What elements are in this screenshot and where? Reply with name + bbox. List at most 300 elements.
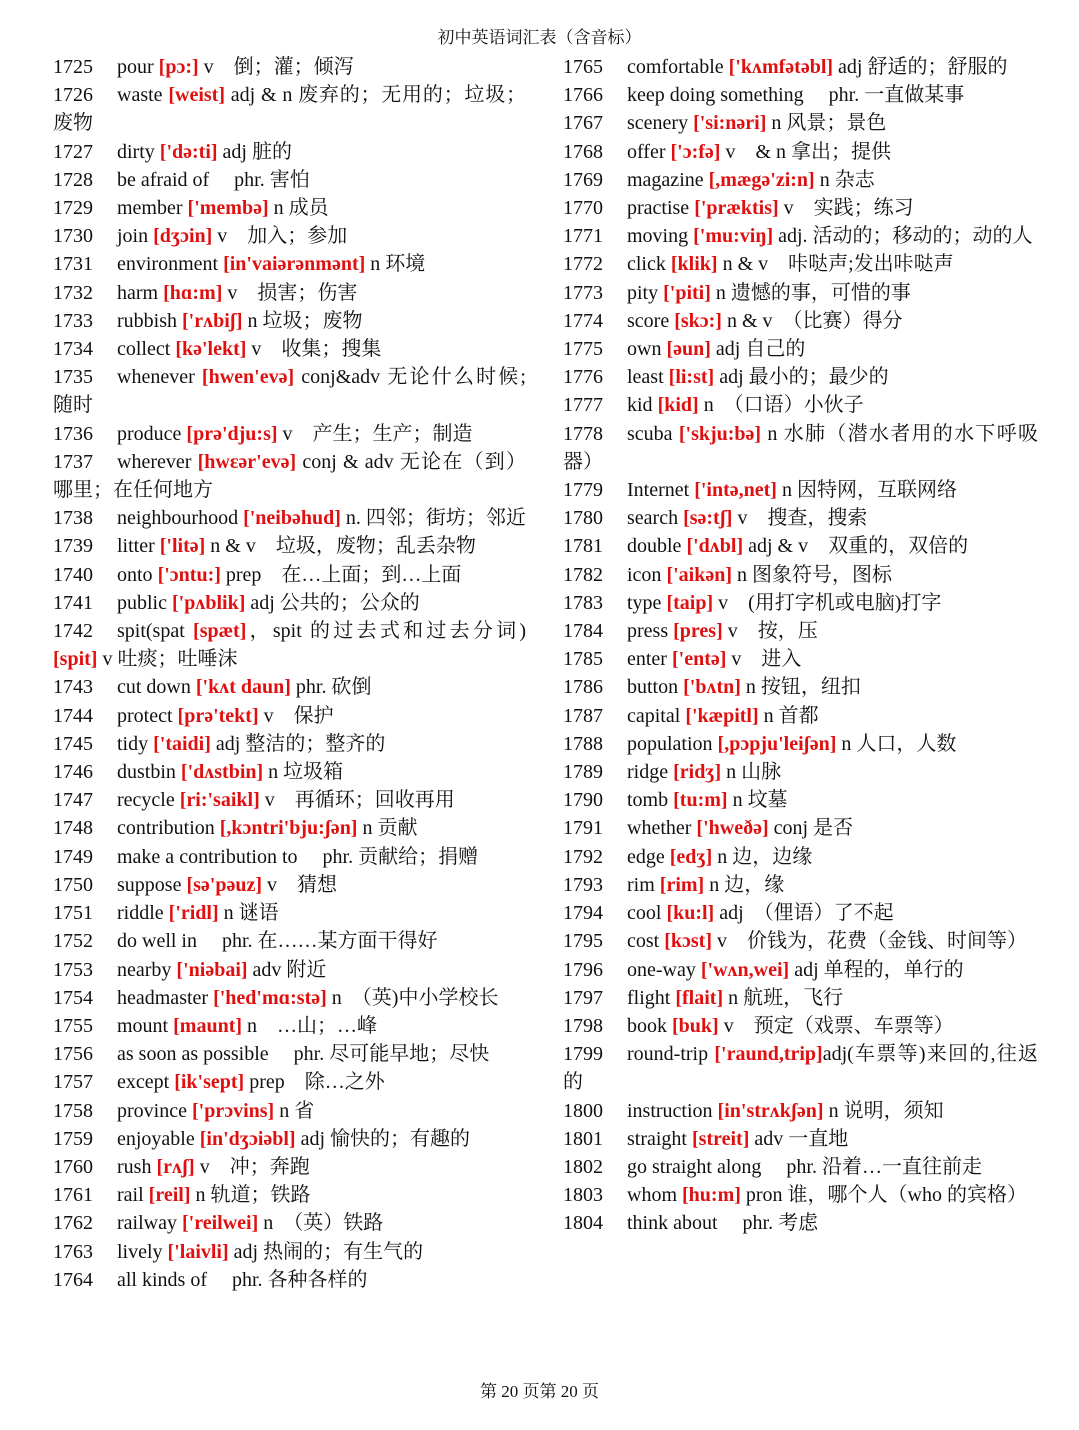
entry-number: 1768: [563, 140, 603, 163]
entry-definition: adj & v 双重的，双倍的: [743, 535, 969, 558]
entry-phonetic: [klik]: [670, 253, 718, 276]
entry-phonetic: [prə'tekt]: [177, 704, 259, 727]
entry-number: 1788: [563, 732, 603, 755]
entry-phonetic: [edʒ]: [669, 845, 713, 868]
entry-number: 1779: [563, 479, 603, 502]
entry-number: 1728: [53, 168, 93, 191]
entry-word: ridge: [627, 761, 669, 784]
entry-definition: n 人口，人数: [836, 732, 957, 755]
entry-word: environment: [117, 253, 219, 276]
entry-word: type: [627, 591, 662, 614]
entry-definition: phr. 沿着…一直往前走: [761, 1155, 982, 1178]
entry-phonetic: [hwɛər'evə]: [197, 450, 297, 473]
entry-word: make a contribution to: [117, 845, 298, 868]
entry-number: 1802: [563, 1155, 603, 1178]
entry-word: headmaster: [117, 986, 209, 1009]
vocab-entry: [563, 1153, 1038, 1181]
entry-phonetic: ['bʌtn]: [683, 676, 741, 699]
vocab-entry: [53, 702, 526, 730]
entry-phonetic: [ik'sept]: [174, 1071, 245, 1094]
entry-definition: n 轨道；铁路: [190, 1184, 311, 1207]
vocab-entry: [563, 532, 1038, 560]
vocab-entry: [53, 1068, 526, 1096]
entry-word: neighbourhood: [117, 507, 239, 530]
vocab-entry: [53, 1209, 526, 1237]
entry-definition: phr. 害怕: [209, 168, 310, 191]
entry-word: lively: [117, 1240, 163, 1263]
entry-phonetic: ['reilwei]: [181, 1212, 259, 1235]
entry-word: whom: [627, 1184, 677, 1207]
entry-word: flight: [627, 986, 671, 1009]
vocab-entry: [563, 222, 1038, 250]
entry-phonetic: ['entə]: [671, 648, 727, 671]
entry-phonetic: [reil]: [148, 1184, 191, 1207]
entry-phonetic: ['kæpitl]: [685, 704, 759, 727]
entry-definition: adj(车票等)来回的,往返的: [563, 1043, 1038, 1094]
entry-word: enter: [627, 648, 667, 671]
entry-definition: adj （俚语）了不起: [714, 902, 894, 925]
entry-phonetic: ['kʌmfətəbl]: [728, 56, 834, 78]
entry-number: 1782: [563, 563, 603, 586]
entry-word: icon: [627, 563, 662, 586]
entry-word: round-trip: [627, 1043, 709, 1066]
entry-number: 1760: [53, 1155, 93, 1178]
entry-number: 1794: [563, 902, 603, 925]
entry-phonetic: [maunt]: [173, 1014, 243, 1037]
entry-word: harm: [117, 281, 159, 304]
entry-definition: n （英)中小学校长: [326, 986, 499, 1009]
entry-number: 1730: [53, 225, 93, 248]
entry-definition: adj 最小的；最少的: [714, 366, 889, 389]
entry-definition: n 边，边缘: [712, 845, 813, 868]
entry-word: offer: [627, 140, 666, 163]
entry-phonetic: [dʒɔin]: [153, 225, 213, 248]
entry-word: suppose: [117, 873, 182, 896]
entry-phonetic: ['dʌbl]: [686, 535, 744, 558]
entry-phonetic: [prə'dju:s]: [186, 422, 278, 445]
entry-phonetic: [buk]: [672, 1014, 719, 1037]
entry-definition: v 实践；练习: [778, 197, 914, 220]
entry-phonetic: [flait]: [675, 986, 724, 1009]
entry-number: 1735: [53, 366, 93, 389]
entry-phonetic: ['neibəhud]: [243, 507, 341, 530]
vocab-entry: [563, 363, 1038, 391]
entry-definition: n 首都: [758, 704, 819, 727]
entry-phonetic: ['laivli]: [167, 1240, 229, 1263]
vocab-entry: [563, 843, 1038, 871]
entry-number: 1725: [53, 56, 93, 78]
entry-number: 1731: [53, 253, 93, 276]
entry-number: 1747: [53, 789, 93, 812]
entry-number: 1776: [563, 366, 603, 389]
entry-word: keep doing something: [627, 84, 804, 107]
entry-word: except: [117, 1071, 170, 1094]
entry-phonetic: [hwen'evə]: [201, 366, 295, 389]
entry-phonetic: [sə:tʃ]: [683, 507, 733, 530]
entry-word: population: [627, 732, 713, 755]
entry-word: enjoyable: [117, 1127, 195, 1150]
entry-word: all kinds of: [117, 1268, 207, 1291]
entry-definition: v 预定（戏票、车票等）: [718, 1014, 954, 1037]
entry-word: nearby: [117, 958, 172, 981]
entry-word: railway: [117, 1212, 177, 1235]
vocab-entry: [563, 871, 1038, 899]
vocab-entry: [53, 927, 526, 955]
vocab-entry: [563, 250, 1038, 278]
vocab-entry: [563, 561, 1038, 589]
vocab-entry: [53, 1125, 526, 1153]
entry-number: 1736: [53, 422, 93, 445]
entry-definition: adv 一直地: [749, 1127, 849, 1150]
entry-phonetic: [pres]: [673, 620, 723, 643]
entry-definition: adj 单程的，单行的: [789, 958, 964, 981]
entry-definition: phr. 砍倒: [290, 676, 372, 699]
entry-definition: prep 在…上面；到…上面: [220, 563, 462, 586]
entry-definition: n 因特网，互联网络: [776, 479, 957, 502]
entry-number: 1792: [563, 845, 603, 868]
entry-word: mount: [117, 1014, 169, 1037]
right-column: [563, 53, 1038, 1238]
entry-definition: n （口语）小伙子: [698, 394, 864, 417]
entry-number: 1746: [53, 761, 93, 784]
entry-phonetic: ['intə,net]: [694, 479, 777, 502]
entry-phonetic: [pɔ:]: [158, 56, 199, 78]
entry-phonetic: ['hed'mɑ:stə]: [213, 986, 327, 1009]
entry-number: 1795: [563, 930, 603, 953]
entry-number: 1798: [563, 1014, 603, 1037]
entry-number: 1774: [563, 309, 603, 332]
entry-number: 1757: [53, 1071, 93, 1094]
entry-phonetic: ['prɔvins]: [191, 1099, 275, 1122]
entry-word: do well in: [117, 930, 197, 953]
entry-number: 1745: [53, 732, 93, 755]
vocab-entry: [563, 194, 1038, 222]
vocab-entry: [53, 617, 526, 673]
entry-number: 1739: [53, 535, 93, 558]
entry-definition: n. 四邻；街坊；邻近: [340, 507, 526, 530]
entry-number: 1749: [53, 845, 93, 868]
entry-definition: n 杂志: [814, 168, 875, 191]
entry-phonetic: ['ɔntu:]: [157, 563, 221, 586]
entry-definition: adj 脏的: [217, 140, 292, 163]
vocab-entry: [563, 956, 1038, 984]
entry-number: 1727: [53, 140, 93, 163]
entry-definition-secondary: v 吐痰；吐唾沫: [97, 648, 238, 671]
vocab-entry: [563, 1040, 1038, 1096]
entry-number: 1762: [53, 1212, 93, 1235]
entry-number: 1785: [563, 648, 603, 671]
page-footer: 第 20 页第 20 页: [480, 1382, 599, 1401]
vocab-entry: [53, 561, 526, 589]
entry-word: riddle: [117, 902, 164, 925]
entry-word: as soon as possible: [117, 1043, 269, 1066]
entry-word: dustbin: [117, 761, 176, 784]
entry-phonetic: ['ɔ:fə]: [670, 140, 721, 163]
vocab-entry: [53, 166, 526, 194]
entry-phonetic: [skɔ:]: [674, 309, 722, 332]
vocab-entry: [563, 589, 1038, 617]
entry-phonetic: ['taidi]: [153, 732, 211, 755]
entry-number: 1753: [53, 958, 93, 981]
entry-phonetic: [streit]: [692, 1127, 750, 1150]
vocab-entry: [53, 222, 526, 250]
entry-definition: n 遗憾的事，可惜的事: [710, 281, 911, 304]
entry-word: join: [117, 225, 149, 248]
entry-number: 1744: [53, 704, 93, 727]
entry-definition: v 产生；生产；制造: [277, 422, 473, 445]
entry-definition: phr. 一直做某事: [803, 84, 965, 107]
entry-word: comfortable: [627, 56, 724, 78]
vocab-entry: [563, 814, 1038, 842]
entry-definition: phr. 各种各样的: [207, 1268, 368, 1291]
vocab-entry: [53, 1153, 526, 1181]
entry-phonetic: ['kʌt daun]: [195, 676, 291, 699]
entry-number: 1754: [53, 986, 93, 1009]
entry-definition: n 边，缘: [704, 873, 785, 896]
vocab-entry: [563, 927, 1038, 955]
entry-word: member: [117, 197, 183, 220]
entry-word: least: [627, 366, 664, 389]
entry-definition: n 垃圾；废物: [242, 309, 363, 332]
entry-definition: conj&adv 无论什么时候;随时: [53, 366, 526, 417]
entry-number: 1737: [53, 450, 93, 473]
entry-definition: v 搜查，搜索: [732, 507, 868, 530]
vocab-entry: [563, 307, 1038, 335]
vocab-entry: [563, 279, 1038, 307]
vocab-entry: [563, 984, 1038, 1012]
entry-number: 1764: [53, 1268, 93, 1291]
entry-number: 1761: [53, 1184, 93, 1207]
entry-word: wherever: [117, 450, 192, 473]
entry-word: go straight along: [627, 1155, 762, 1178]
entry-number: 1751: [53, 902, 93, 925]
vocab-entry: [53, 532, 526, 560]
entry-phonetic: [ridʒ]: [673, 761, 722, 784]
vocab-entry: [53, 1266, 526, 1294]
entry-phonetic: [li:st]: [668, 366, 715, 389]
entry-definition: v 价钱为，花费（金钱、时间等）: [711, 930, 1027, 953]
entry-definition: adj 整洁的；整齐的: [210, 732, 386, 755]
vocab-entry: [53, 279, 526, 307]
entry-phonetic: [ri:'saikl]: [179, 789, 260, 812]
entry-phonetic: ['ridl]: [168, 902, 219, 925]
entry-phonetic: ['niəbai]: [176, 958, 248, 981]
entry-number: 1742: [53, 620, 93, 643]
entry-number: 1772: [563, 253, 603, 276]
vocab-entry: [563, 1125, 1038, 1153]
entry-definition: v 保护: [258, 704, 334, 727]
entry-definition: v 进入: [726, 648, 802, 671]
entry-word: province: [117, 1099, 187, 1122]
vocab-entry: [53, 984, 526, 1012]
vocab-entry: [563, 81, 1038, 109]
vocab-entry: [563, 899, 1038, 927]
entry-word: search: [627, 507, 679, 530]
vocab-entry: [53, 363, 526, 419]
entry-definition: n （英）铁路: [258, 1212, 384, 1235]
entry-definition: prep 除…之外: [244, 1071, 385, 1094]
entry-phonetic: ['præktis]: [694, 197, 779, 220]
entry-number: 1796: [563, 958, 603, 981]
entry-definition: n 贡献: [357, 817, 418, 840]
entry-number: 1740: [53, 563, 93, 586]
entry-definition: adj 热闹的；有生气的: [228, 1240, 424, 1263]
entry-number: 1734: [53, 338, 93, 361]
entry-number: 1783: [563, 591, 603, 614]
vocab-entry: [53, 758, 526, 786]
entry-phonetic: ['raund,trip]: [714, 1043, 823, 1066]
vocab-entry: [563, 420, 1038, 476]
vocab-entry: [563, 617, 1038, 645]
vocab-entry: [53, 843, 526, 871]
vocab-entry: [563, 730, 1038, 758]
entry-definition: n & v 垃圾，废物；乱丢杂物: [205, 535, 476, 558]
entry-number: 1801: [563, 1127, 603, 1150]
vocab-entry: [563, 1012, 1038, 1040]
page-header: 初中英语词汇表（含音标）: [437, 28, 642, 47]
entry-number: 1803: [563, 1184, 603, 1207]
vocab-entry: [563, 335, 1038, 363]
entry-phonetic: ['hweðə]: [696, 817, 769, 840]
entry-word: cut down: [117, 676, 191, 699]
entry-definition: v 再循环；回收再用: [259, 789, 455, 812]
vocab-entry: [53, 504, 526, 532]
entry-definition: adj 舒适的；舒服的: [833, 56, 1008, 78]
entry-word: think about: [627, 1212, 718, 1235]
entry-number: 1758: [53, 1099, 93, 1122]
entry-number: 1756: [53, 1043, 93, 1066]
entry-definition: n 垃圾箱: [263, 761, 344, 784]
left-column: [53, 53, 526, 1294]
vocab-entry: [53, 194, 526, 222]
entry-word: double: [627, 535, 682, 558]
vocab-entry: [53, 956, 526, 984]
entry-phonetic: [ku:l]: [666, 902, 715, 925]
entry-definition: phr. 在……某方面干得好: [197, 930, 438, 953]
entry-definition: n 水肺（潜水者用的水下呼吸器）: [563, 422, 1039, 473]
entry-number: 1787: [563, 704, 603, 727]
entry-number: 1766: [563, 84, 603, 107]
entry-number: 1773: [563, 281, 603, 304]
entry-phonetic: [,pɔpju'leiʃən]: [717, 732, 837, 755]
vocab-entry: [563, 702, 1038, 730]
vocab-entry: [53, 335, 526, 363]
entry-definition: n 山脉: [721, 761, 782, 784]
entry-phonetic: [rʌʃ]: [156, 1155, 195, 1178]
entry-word: dirty: [117, 140, 155, 163]
entry-word: own: [627, 338, 662, 361]
entry-phonetic: [in'dʒɔiəbl]: [199, 1127, 296, 1150]
vocab-entry: [563, 476, 1038, 504]
entry-number: 1748: [53, 817, 93, 840]
vocab-entry: [563, 645, 1038, 673]
entry-definition: conj 是否: [768, 817, 854, 840]
entry-definition: adj 愉快的；有趣的: [295, 1127, 471, 1150]
entry-word: Internet: [627, 479, 690, 502]
entry-definition: v 加入；参加: [212, 225, 348, 248]
entry-number: 1797: [563, 986, 603, 1009]
entry-word: kid: [627, 394, 653, 417]
entry-word: tidy: [117, 732, 149, 755]
entry-definition: conj & adv 无论在（到）哪里；在任何地方: [53, 450, 527, 502]
entry-word: score: [627, 309, 670, 332]
vocab-entry: [53, 1012, 526, 1040]
entry-phonetic: ['wʌn,wei]: [700, 958, 790, 981]
entry-definition: phr. 尽可能早地；尽快: [268, 1043, 490, 1066]
entry-number: 1777: [563, 394, 603, 417]
entry-definition: v 收集；搜集: [246, 338, 382, 361]
entry-definition: n 成员: [268, 197, 329, 220]
entry-definition: n & v （比赛）得分: [721, 309, 903, 332]
vocab-entry: [53, 871, 526, 899]
vocab-entry: [563, 166, 1038, 194]
entry-number: 1743: [53, 676, 93, 699]
entry-definition: adj 公共的；公众的: [245, 591, 420, 614]
entry-definition: v 按，压: [722, 620, 818, 643]
entry-phonetic: ['aikən]: [666, 563, 732, 586]
entry-phonetic: ['membə]: [187, 197, 269, 220]
entry-number: 1799: [563, 1043, 603, 1066]
entry-number: 1729: [53, 197, 93, 220]
entry-number: 1752: [53, 930, 93, 953]
vocab-entry: [53, 730, 526, 758]
entry-number: 1791: [563, 817, 603, 840]
entry-definition: n & v 咔哒声;发出咔哒声: [717, 253, 954, 276]
entry-definition: v 倒；灌；倾泻: [198, 56, 354, 78]
vocab-entry: [53, 786, 526, 814]
vocab-entry: [53, 250, 526, 278]
entry-definition: pron 谁，哪个人（who 的宾格）: [740, 1184, 1027, 1207]
entry-definition: adj. 活动的；移动的；动的人: [773, 225, 1033, 248]
vocab-entry: [563, 1209, 1038, 1237]
entry-number: 1732: [53, 281, 93, 304]
entry-word: capital: [627, 704, 681, 727]
entry-definition: v (用打字机或电脑)打字: [713, 591, 942, 614]
entry-number: 1786: [563, 676, 603, 699]
entry-definition: n 坟墓: [727, 789, 788, 812]
entry-word: book: [627, 1014, 667, 1037]
entry-word: pity: [627, 281, 659, 304]
entry-word: waste: [117, 84, 163, 107]
entry-word: practise: [627, 197, 690, 220]
entry-word: cool: [627, 902, 662, 925]
entry-word: produce: [117, 422, 182, 445]
entry-phonetic: [,mægə'zi:n]: [708, 168, 815, 191]
entry-number: 1750: [53, 873, 93, 896]
entry-definition: adv 附近: [247, 958, 327, 981]
vocab-entry: [563, 504, 1038, 532]
vocab-entry: [53, 673, 526, 701]
entry-phonetic: [kid]: [657, 394, 699, 417]
entry-word: rail: [117, 1184, 144, 1207]
entry-word: spit(spat: [117, 620, 185, 643]
entry-number: 1763: [53, 1240, 93, 1263]
entry-phonetic: [in'vaiərənmənt]: [223, 253, 366, 276]
entry-word: collect: [117, 338, 171, 361]
vocab-entry: [53, 1181, 526, 1209]
entry-phonetic: [kɔst]: [664, 930, 712, 953]
entry-number: 1755: [53, 1014, 93, 1037]
vocab-entry: [53, 1238, 526, 1266]
entry-word: onto: [117, 563, 153, 586]
entry-phonetic: ['pʌblik]: [172, 591, 246, 614]
entry-word: public: [117, 591, 167, 614]
entry-word: protect: [117, 704, 173, 727]
entry-number: 1790: [563, 789, 603, 812]
entry-phonetic: ['dʌstbin]: [180, 761, 264, 784]
entry-word: one-way: [627, 958, 696, 981]
vocab-entry: [563, 786, 1038, 814]
